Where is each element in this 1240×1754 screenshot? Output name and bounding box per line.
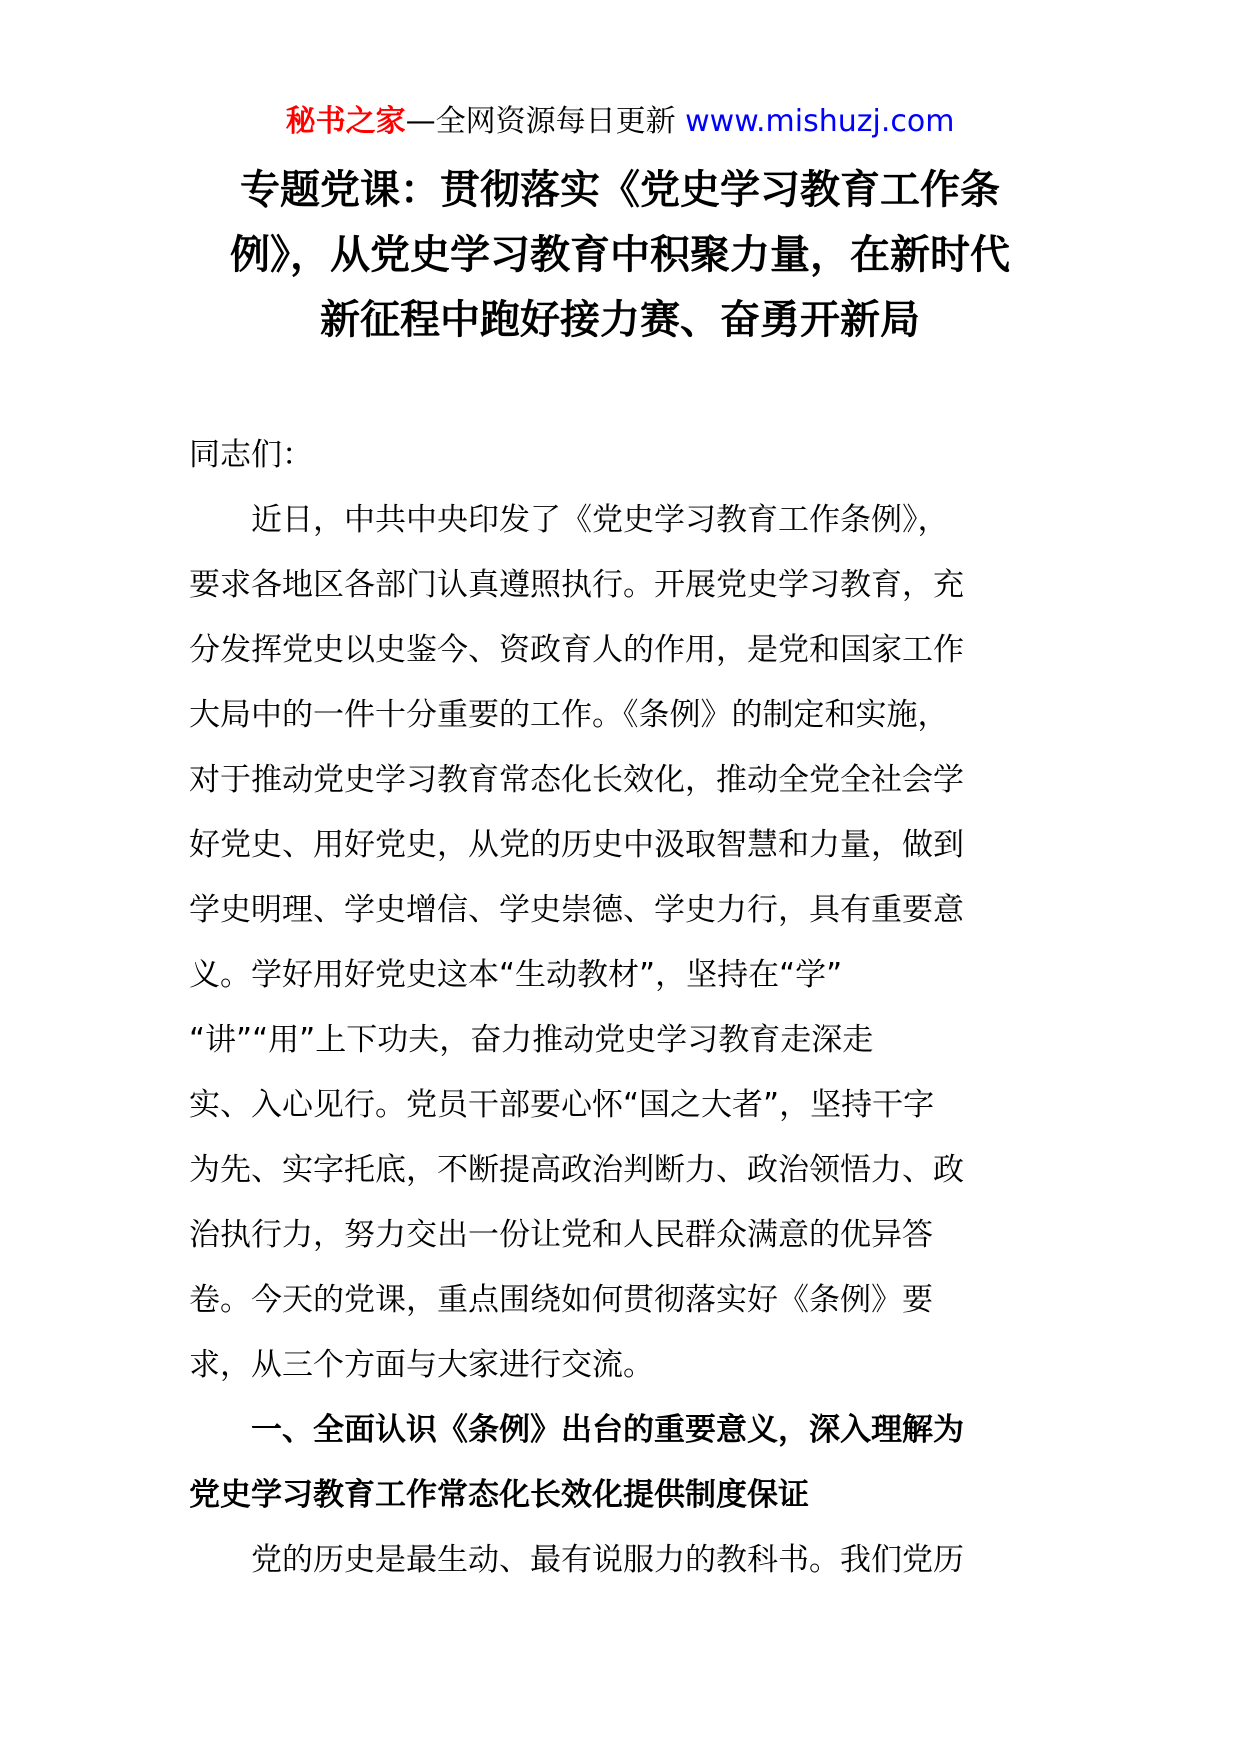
salutation-line: 同志们：: [189, 437, 313, 473]
text-line: 治执行力，努力交出一份让党和人民群众满意的优异答: [189, 1217, 933, 1253]
site-url-link[interactable]: www.mishuzj.com: [685, 104, 955, 139]
text-line: 大局中的一件十分重要的工作。《条例》的制定和实施，: [189, 697, 949, 733]
text-line: 学史明理、学史增信、学史崇德、学史力行，具有重要意: [189, 892, 964, 928]
text-line: 卷。今天的党课，重点围绕如何贯彻落实好《条例》要: [189, 1282, 933, 1318]
site-brand: 秘书之家: [285, 104, 406, 139]
salutation: [189, 423, 1062, 488]
text-line: 好党史、用好党史，从党的历史中汲取智慧和力量，做到: [189, 827, 964, 863]
text-line: 要求各地区各部门认真遵照执行。开展党史学习教育，充: [189, 567, 964, 603]
paragraph-section1: [189, 1528, 1062, 1593]
text-line: 求，从三个方面与大家进行交流。: [189, 1347, 654, 1383]
text-line: 义。学好用好党史这本“生动教材”，坚持在“学”: [189, 957, 843, 993]
heading-line: 党史学习教育工作常态化长效化提供制度保证: [189, 1477, 809, 1513]
document-body: [189, 423, 1062, 1593]
title-line: 例》，从党史学习教育中积聚力量，在新时代: [230, 232, 1010, 278]
text-line: 实、入心见行。党员干部要心怀“国之大者”，坚持干字: [189, 1087, 935, 1123]
site-header: [0, 100, 1240, 144]
heading-line: 一、全面认识《条例》出台的重要意义，深入理解为: [251, 1412, 964, 1448]
site-tagline: —全网资源每日更新: [405, 104, 686, 139]
text-line: “讲”“用”上下功夫，奋力推动党史学习教育走深走: [189, 1022, 874, 1058]
text-line: 为先、实字托底，不断提高政治判断力、政治领悟力、政: [189, 1152, 964, 1188]
paragraph-intro: [189, 488, 1062, 1398]
text-line: 近日，中共中央印发了《党史学习教育工作条例》，: [251, 502, 949, 538]
title-line: 专题党课：贯彻落实《党史学习教育工作条: [240, 167, 1000, 213]
text-line: 对于推动党史学习教育常态化长效化，推动全党全社会学: [189, 762, 964, 798]
document-title: [160, 158, 1080, 353]
text-line: 党的历史是最生动、最有说服力的教科书。我们党历: [251, 1542, 964, 1578]
section-heading-1: [189, 1398, 1062, 1528]
text-line: 分发挥党史以史鉴今、资政育人的作用，是党和国家工作: [189, 632, 964, 668]
title-line: 新征程中跑好接力赛、奋勇开新局: [320, 297, 920, 343]
